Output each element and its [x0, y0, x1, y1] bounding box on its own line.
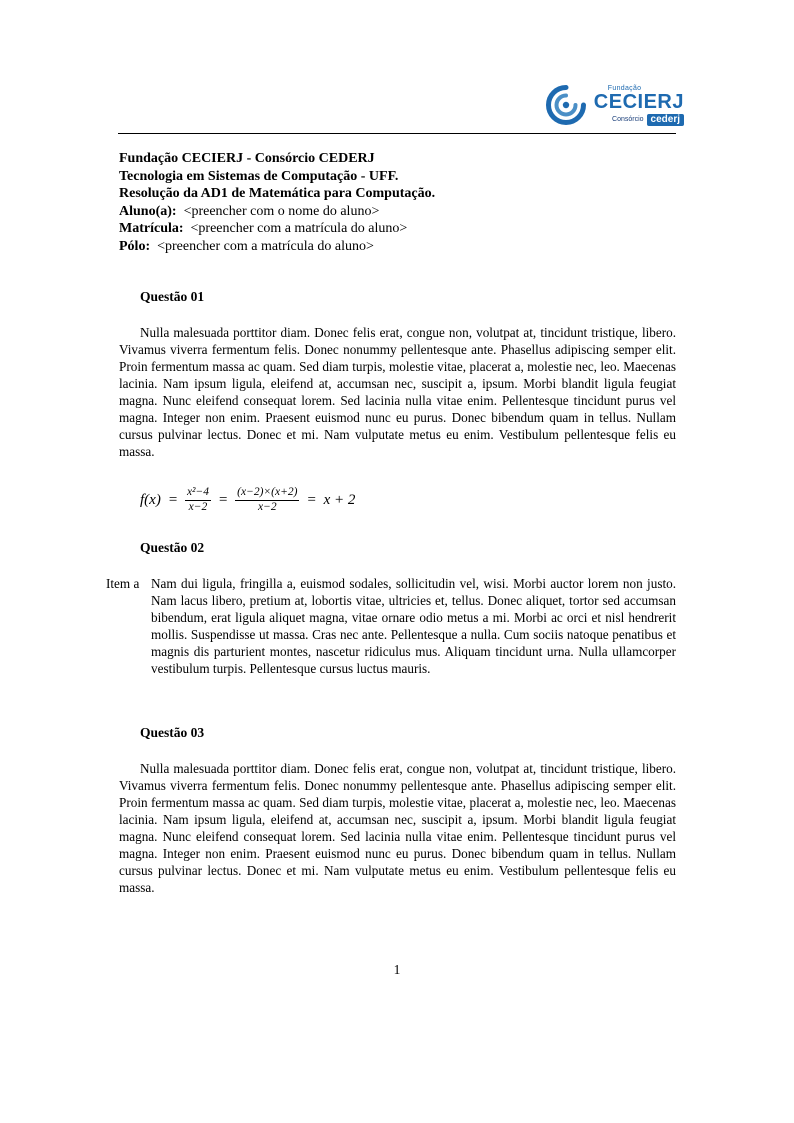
- formula-equals-3: =: [306, 491, 317, 508]
- logo-text: [594, 85, 684, 126]
- formula-rhs: x + 2: [323, 491, 356, 508]
- item-a-paragraph: Nam dui ligula, fringilla a, euismod sodales, sollicitudin vel, wisi. Morbi auctor lorem non justo. Nam lacus libero, pretium at, lobortis vitae, ultricies et, tellus. Donec aliquet, tortor sed accumsan bibendum, erat ligula aliquet magna, vitae ornare odio metus a mi. Morbi ac orci et nisl hendrerit mollis. Suspendisse ut massa. Cras nec ante. Pellentesque a nulla. Cum sociis natoque penatibus et magnis dis parturient montes, nascetur ridiculus mus. Aliquam tincidunt urna. Nulla ullamcorper vestibulum turpis. Pellentesque cursus luctus mauris.: [151, 575, 676, 676]
- question-2-item-a: [106, 575, 676, 677]
- document-content: [106, 150, 676, 896]
- field-aluno-value: <preencher com o nome do aluno>: [183, 203, 380, 219]
- formula-fraction-1: [185, 486, 211, 515]
- logo-cederj-badge: cederj: [647, 114, 684, 126]
- header-rule: [118, 133, 676, 134]
- formula-equals-1: =: [167, 491, 178, 508]
- field-matricula-value: <preencher com a matrícula do aluno>: [190, 221, 408, 236]
- question-1-title: Questão 01: [140, 289, 205, 304]
- question-1-paragraph: Nulla malesuada porttitor diam. Donec felis erat, congue non, volutpat at, tincidunt tristique, libero. Vivamus viverra fermentum felis. Donec nonummy pellentesque ante. Phasellus adipiscing semper elit. Proin fermentum massa ac quam. Sed diam turpis, molestie vitae, placerat a, molestie nec, leo. Maecenas lacinia. Nam ipsum ligula, eleifend at, accumsan nec, suscipit a, ipsum. Morbi blandit ligula feugiat magna. Nunc eleifend consequat lorem. Sed lacinia nulla vitae enim. Pellentesque tincidunt purus vel magna. Integer non enim. Praesent euismod nunc eu purus. Donec bibendum quam in tellus. Nullam cursus pulvinar lectus. Donec et mi. Nam vulputate metus eu enim. Vestibulum pellentesque felis eu massa.: [119, 325, 676, 459]
- logo-fundacao-label: Fundação: [607, 84, 642, 92]
- field-matricula: [119, 220, 676, 238]
- logo-cecierj-label: CECIERJ: [593, 90, 684, 113]
- field-aluno-label: Aluno(a):: [119, 203, 177, 219]
- item-a-label: Item a: [106, 575, 140, 591]
- formula-fraction-1-denominator: x−2: [185, 500, 211, 515]
- header-institution: Fundação CECIERJ - Consórcio CEDERJ: [119, 151, 375, 166]
- cederj-logo: [543, 82, 684, 128]
- field-polo-value: <preencher com a matrícula do aluno>: [157, 238, 374, 254]
- question-3-title: Questão 03: [140, 724, 205, 740]
- formula-lhs: f(x): [140, 491, 161, 508]
- header-course: Tecnologia em Sistemas de Computação - UFF.: [119, 168, 399, 184]
- formula-fraction-2: [235, 486, 299, 515]
- formula-fraction-1-numerator: x²−4: [186, 486, 210, 498]
- header-document-title: Resolução da AD1 de Matemática para Computação.: [119, 186, 436, 201]
- field-matricula-label: Matrícula:: [119, 221, 184, 236]
- field-polo-label: Pólo:: [119, 238, 151, 254]
- question-2-title: Questão 02: [140, 539, 205, 555]
- logo-consorcio-label: Consórcio: [612, 116, 644, 123]
- cecierj-emblem-icon: [543, 82, 589, 128]
- field-polo: [119, 238, 676, 256]
- formula-equals-2: =: [218, 491, 229, 508]
- formula: [140, 486, 676, 515]
- field-aluno: [119, 203, 676, 221]
- formula-fraction-2-numerator: (x−2)×(x+2): [237, 486, 298, 498]
- page-number: 1: [393, 962, 401, 977]
- logo-consorcio-row: [612, 114, 684, 126]
- formula-fraction-2-denominator: x−2: [235, 500, 299, 515]
- question-3-paragraph: Nulla malesuada porttitor diam. Donec felis erat, congue non, volutpat at, tincidunt tristique, libero. Vivamus viverra fermentum felis. Donec nonummy pellentesque ante. Phasellus adipiscing semper elit. Proin fermentum massa ac quam. Sed diam turpis, molestie vitae, placerat a, molestie nec, leo. Maecenas lacinia. Nam ipsum ligula, eleifend at, accumsan nec, suscipit a, ipsum. Morbi blandit ligula feugiat magna. Nunc eleifend consequat lorem. Sed lacinia nulla vitae enim. Pellentesque tincidunt purus vel magna. Integer non enim. Praesent euismod nunc eu purus. Donec bibendum quam in tellus. Nullam cursus pulvinar lectus. Donec et mi. Nam vulputate metus eu enim. Vestibulum pellentesque felis eu massa.: [119, 760, 676, 895]
